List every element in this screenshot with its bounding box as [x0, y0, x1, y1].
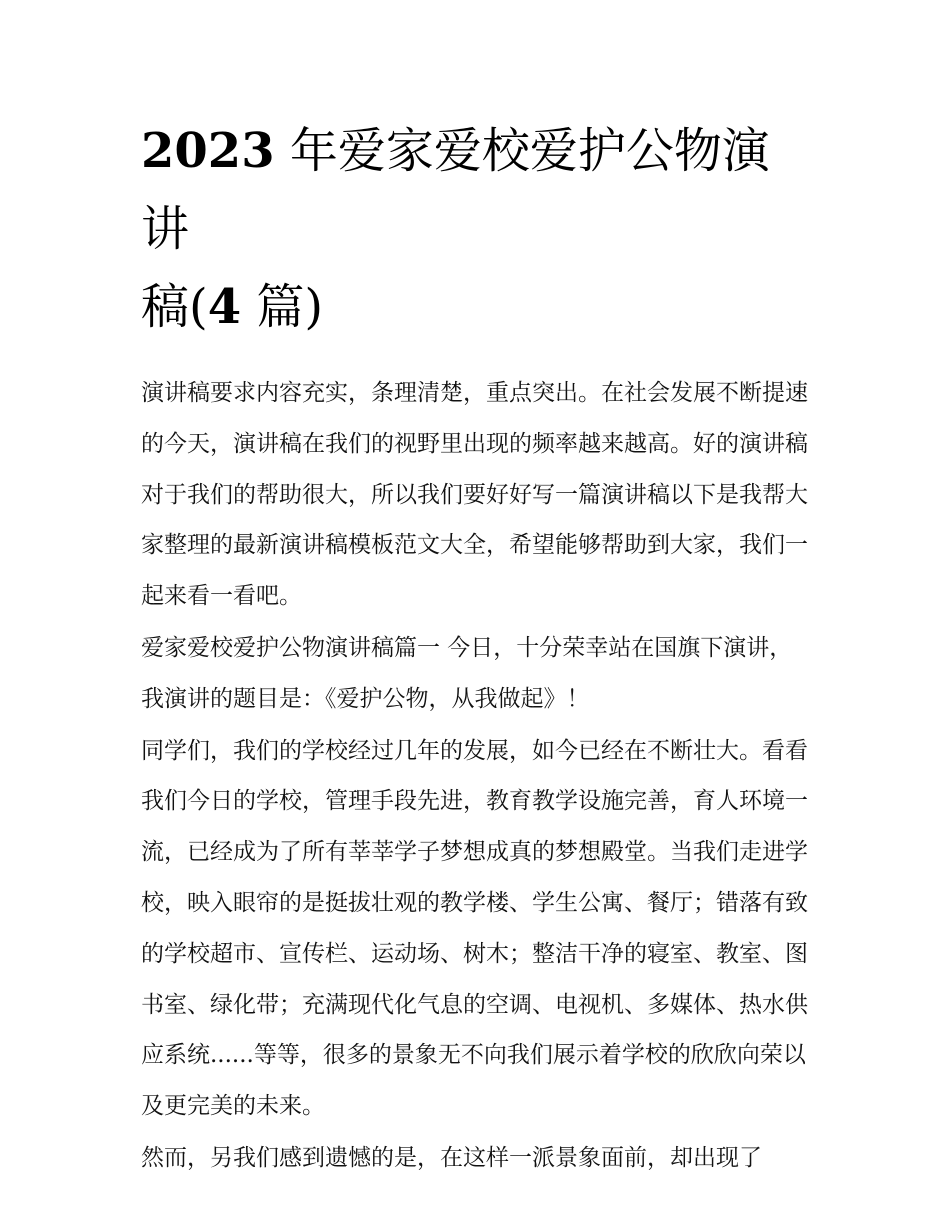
paragraph-however: 然而，另我们感到遗憾的是，在这样一派景象面前，却出现了	[141, 1144, 762, 1171]
paragraph-intro: 演讲稿要求内容充实，条理清楚，重点突出。在社会发展不断提速的今天，演讲稿在我们的视野里出现的频率越来越高。好的演讲稿对于我们的帮助很大，所以我们要好好写一篇演讲稿以下是我帮大家整理的最新演讲稿模板范文大全，希望能够帮助到大家，我们一起来看一看吧。	[141, 380, 808, 610]
title-count: 4	[207, 279, 242, 335]
paragraph-school-description: 同学们，我们的学校经过几年的发展，如今已经在不断壮大。看看我们今日的学校，管理手段先进，教育教学设施完善，育人环境一流，已经成为了所有莘莘学子梦想成真的梦想殿堂。当我们走进学校，映入眼帘的是挺拔壮观的教学楼、学生公寓、餐厅；错落有致的学校超市、宣传栏、运动场、树木；整洁干净的寝室、教室、图书室、绿化带；充满现代化气息的空调、电视机、多媒体、热水供应系统......等等，很多的景象无不向我们展示着学校的欣欣向荣以及更完美的未来。	[141, 737, 808, 1120]
title-year: 2023	[141, 123, 275, 179]
document-content	[141, 112, 813, 1184]
paragraph-speech-opening: 爱家爱校爱护公物演讲稿篇一 今日，十分荣幸站在国旗下演讲，我演讲的题目是：《爱护公物，从我做起》！	[141, 634, 793, 712]
document-title	[141, 112, 813, 346]
title-text-line2-pre: 稿(	[141, 279, 208, 335]
document-body	[141, 368, 813, 1184]
title-text-line1: 年爱家爱校爱护公物演讲	[141, 123, 770, 257]
title-text-line2-post: 篇)	[241, 279, 324, 335]
